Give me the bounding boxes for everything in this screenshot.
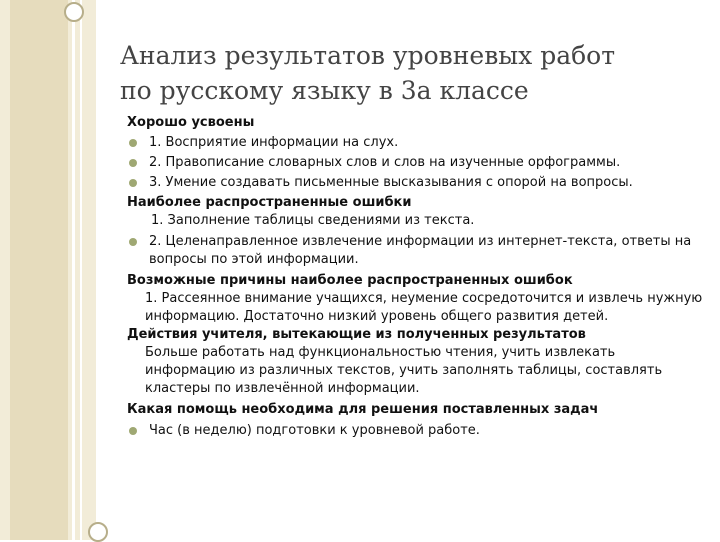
list-item-text: 1. Восприятие информации на слух. — [149, 135, 399, 150]
slide-title — [120, 38, 700, 108]
section-header-common-errors: Наиболее распространенные ошибки — [127, 195, 412, 210]
list-item-text: Час (в неделю) подготовки к уровневой работе. — [149, 423, 480, 438]
slide-content — [127, 114, 707, 442]
list-item — [127, 174, 707, 192]
section-header-help-needed: Какая помощь необходима для решения поставленных задач — [127, 402, 599, 417]
error-item-plain: 1. Заполнение таблицы сведениями из текста. — [151, 213, 475, 228]
list-item-text: 3. Умение создавать письменные высказывания с опорой на вопросы. — [149, 175, 633, 190]
title-line-2: по русскому языку в 3а классе — [120, 76, 529, 105]
bullet-icon — [129, 159, 137, 167]
list-item — [127, 134, 707, 152]
decorative-sidebar — [0, 0, 96, 540]
list-item — [127, 422, 707, 440]
list-item — [127, 154, 707, 172]
decorative-ring-top — [64, 2, 84, 22]
bullet-icon — [129, 427, 137, 435]
bullet-icon — [129, 139, 137, 147]
causes-text: 1. Рассеянное внимание учащихся, неумение сосредоточится и извлечь нужную информацию. Достаточно низкий уровень общего развития детей. — [145, 291, 703, 324]
title-line-1: Анализ результатов уровневых работ — [120, 41, 616, 70]
section-header-well-learned: Хорошо усвоены — [127, 115, 255, 130]
bullet-icon — [129, 238, 137, 246]
list-item-text: 2. Целенаправленное извлечение информации из интернет-текста, ответы на вопросы по этой информации. — [149, 234, 692, 267]
sidebar-panel — [10, 0, 68, 540]
list-item — [127, 233, 707, 269]
list-item-text: 2. Правописание словарных слов и слов на изученные орфограммы. — [149, 155, 621, 170]
sidebar-stripe — [72, 0, 75, 540]
sidebar-stripe-thin — [80, 0, 82, 540]
section-header-teacher-actions: Действия учителя, вытекающие из полученных результатов — [127, 327, 586, 342]
decorative-ring-bottom — [88, 522, 108, 542]
teacher-actions-text: Больше работать над функциональностью чтения, учить извлекать информацию из различных текстов, учить заполнять таблицы, составлять кластеры по извлечённой информации. — [145, 345, 663, 396]
bullet-icon — [129, 179, 137, 187]
section-header-causes: Возможные причины наиболее распространенных ошибок — [127, 273, 573, 288]
